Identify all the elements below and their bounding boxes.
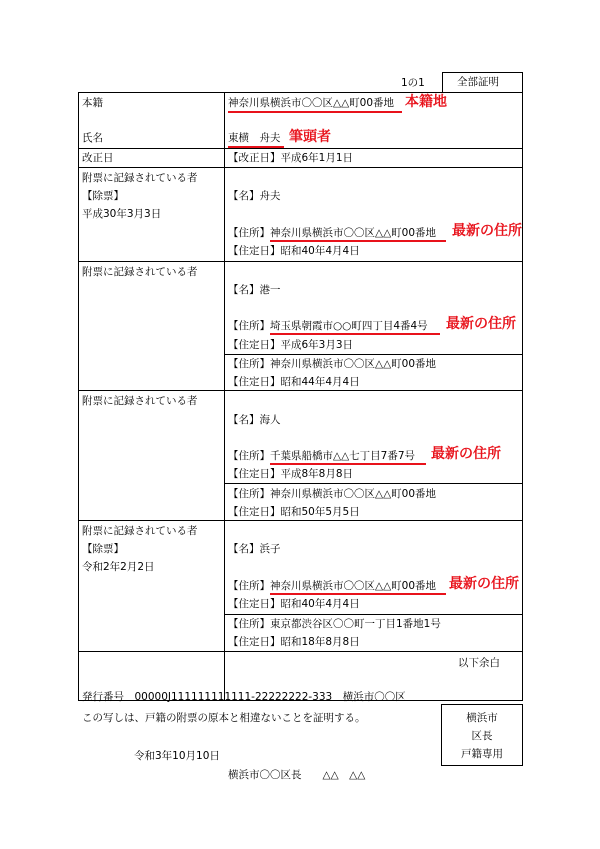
row-line <box>78 390 523 391</box>
cert-type-box <box>442 72 523 93</box>
honseki-label: 本籍 <box>82 97 103 109</box>
row-line <box>78 520 523 521</box>
end-note: 以下余白 <box>458 657 500 669</box>
shimei-underline <box>228 146 284 148</box>
address-underline <box>270 593 446 595</box>
sub-row-line <box>224 614 523 615</box>
address-underline <box>270 463 426 465</box>
honseki-value: 神奈川県横浜市〇〇区△△町00番地 <box>228 97 395 109</box>
sub-row-line <box>224 354 523 355</box>
person-name: 【名】舟夫 <box>228 190 281 202</box>
issue-number: 発行番号 00000J111111111111-22222222-333 横浜市〇〇区 <box>82 691 406 703</box>
page-number: 1の1 <box>401 77 425 89</box>
row-line <box>78 651 523 652</box>
shimei-note: 筆頭者 <box>289 129 331 145</box>
latest-address-note: 最新の住所 <box>431 446 501 462</box>
recorded-label: 附票に記録されている者 <box>82 266 198 278</box>
person-address: 【住所】神奈川県横浜市〇〇区△△町00番地 <box>228 358 437 370</box>
person-name: 【名】海人 <box>228 414 281 426</box>
person-name: 【名】浜子 <box>228 543 281 555</box>
kaiseibi-value: 【改正日】平成6年1月1日 <box>228 152 354 164</box>
person-address: 【住所】神奈川県横浜市〇〇区△△町00番地 <box>228 580 437 592</box>
person-address-date: 【住定日】平成8年8月8日 <box>228 468 354 480</box>
row-line <box>78 148 523 149</box>
address-underline <box>270 240 446 242</box>
person-address: 【住所】神奈川県横浜市〇〇区△△町00番地 <box>228 227 437 239</box>
row-line <box>78 261 523 262</box>
cert-type: 全部証明 <box>457 76 499 88</box>
latest-address-note: 最新の住所 <box>452 223 522 239</box>
seal-line: 戸籍専用 <box>461 748 503 760</box>
recorded-label: 附票に記録されている者 <box>82 525 198 537</box>
person-address-date: 【住定日】昭和18年8月8日 <box>228 636 360 648</box>
recorded-label: 附票に記録されている者 <box>82 395 198 407</box>
person-status: 【除票】 <box>82 190 124 202</box>
address-underline <box>270 333 440 335</box>
certification-statement: この写しは、戸籍の附票の原本と相違ないことを証明する。 <box>82 712 366 724</box>
honseki-underline <box>228 111 402 113</box>
person-address-date: 【住定日】昭和44年4月4日 <box>228 376 360 388</box>
mayor-name: 横浜市〇〇区長 △△ △△ <box>228 769 366 781</box>
seal-line: 区長 <box>471 730 493 742</box>
person-name: 【名】港一 <box>228 284 281 296</box>
shimei-label: 氏名 <box>82 132 103 144</box>
latest-address-note: 最新の住所 <box>449 576 519 592</box>
row-line <box>78 167 523 168</box>
person-address-date: 【住定日】昭和40年4月4日 <box>228 245 360 257</box>
person-address: 【住所】東京都渋谷区〇〇町一丁目1番地1号 <box>228 618 441 630</box>
person-status: 【除票】 <box>82 543 124 555</box>
person-address-date: 【住定日】昭和50年5月5日 <box>228 506 360 518</box>
person-status-date: 令和2年2月2日 <box>82 561 155 573</box>
person-address-date: 【住定日】昭和40年4月4日 <box>228 598 360 610</box>
person-status-date: 平成30年3月3日 <box>82 208 162 220</box>
person-address: 【住所】神奈川県横浜市〇〇区△△町00番地 <box>228 488 437 500</box>
honseki-note: 本籍地 <box>405 94 447 110</box>
official-seal <box>441 704 523 766</box>
seal-line: 横浜市 <box>466 712 498 724</box>
person-address-date: 【住定日】平成6年3月3日 <box>228 339 354 351</box>
issue-date: 令和3年10月10日 <box>134 750 220 762</box>
person-address: 【住所】埼玉県朝霞市○○町四丁目4番4号 <box>228 320 428 332</box>
sub-row-line <box>224 483 523 484</box>
person-address: 【住所】千葉県船橋市△△七丁目7番7号 <box>228 450 416 462</box>
shimei-value: 東横 舟夫 <box>228 132 281 144</box>
recorded-label: 附票に記録されている者 <box>82 172 198 184</box>
kaiseibi-label: 改正日 <box>82 152 114 164</box>
column-divider <box>224 92 225 701</box>
latest-address-note: 最新の住所 <box>446 316 516 332</box>
